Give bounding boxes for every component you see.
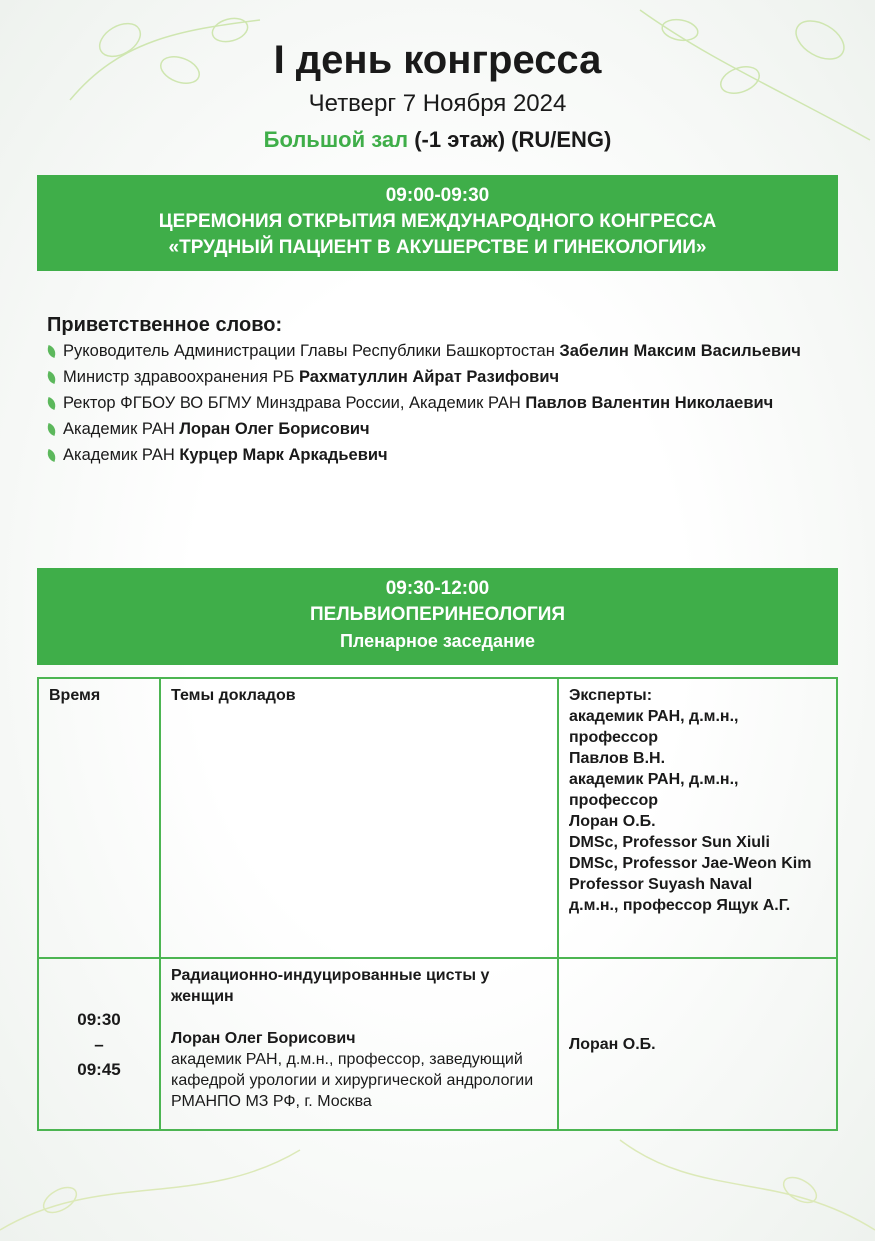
list-item <box>47 442 827 468</box>
speaker-role: Руководитель Администрации Главы Республики Башкортостан <box>63 342 555 360</box>
experts-label: Эксперты: <box>569 687 653 704</box>
session-title: ПЕЛЬВИОПЕРИНЕОЛОГИЯ <box>309 604 566 625</box>
speaker-role: Академик РАН <box>63 420 175 438</box>
speaker-role: Академик РАН <box>63 446 175 464</box>
hall-details: (-1 этаж) (RU/ENG) <box>414 127 612 152</box>
session-title-line1: ЦЕРЕМОНИЯ ОТКРЫТИЯ МЕЖДУНАРОДНОГО КОНГРЕССА <box>158 211 717 232</box>
hall-location <box>0 127 875 153</box>
speaker-name: Рахматуллин Айрат Разифович <box>298 368 560 386</box>
welcome-section <box>47 312 827 468</box>
topic-cell <box>160 958 558 1130</box>
plenary-session-banner <box>37 568 838 665</box>
row-expert: Лоран О.Б. <box>558 958 837 1130</box>
session-time: 09:30-12:00 <box>385 578 490 599</box>
experts-cell <box>558 678 837 958</box>
session-time: 09:00-09:30 <box>385 185 490 206</box>
time-cell <box>38 958 160 1130</box>
expert: Павлов В.Н. <box>569 750 666 767</box>
speaker-info: академик РАН, д.м.н., профессор, заведующий кафедрой урологии и хирургической андрологии РМАНПО МЗ РФ, г. Москва <box>171 1051 534 1110</box>
leaf-bullet-icon <box>46 397 58 410</box>
list-item <box>47 364 827 390</box>
session-subtitle: Пленарное заседание <box>339 631 536 651</box>
page-title: I день конгресса <box>273 38 602 82</box>
list-item <box>47 416 827 442</box>
header-time: Время <box>38 678 160 958</box>
leaf-bullet-icon <box>46 423 58 436</box>
speaker-role: Ректор ФГБОУ ВО БГМУ Минздрава России, Академик РАН <box>63 394 521 412</box>
session-title-line2: «ТРУДНЫЙ ПАЦИЕНТ В АКУШЕРСТВЕ И ГИНЕКОЛОГИИ» <box>168 237 707 258</box>
list-item <box>47 390 827 416</box>
time-separator: – <box>94 1034 104 1054</box>
leaf-bullet-icon <box>46 449 58 462</box>
leaf-bullet-icon <box>46 371 58 384</box>
speaker-name: Лоран Олег Борисович <box>179 420 370 438</box>
expert: д.м.н., профессор Ящук А.Г. <box>569 897 791 914</box>
time-start: 09:30 <box>77 1009 121 1029</box>
time-end: 09:45 <box>77 1059 121 1079</box>
expert: академик РАН, д.м.н., профессор <box>569 708 739 746</box>
talk-topic: Радиационно-индуцированные цисты у женщин <box>171 967 490 1005</box>
table-row <box>38 958 837 1130</box>
expert: Лоран О.Б. <box>569 813 656 830</box>
speaker-name: Павлов Валентин Николаевич <box>525 394 774 412</box>
speaker-role: Министр здравоохранения РБ <box>63 368 295 386</box>
leaf-bullet-icon <box>46 345 58 358</box>
expert: академик РАН, д.м.н., профессор <box>569 771 739 809</box>
list-item <box>47 338 827 364</box>
opening-ceremony-banner <box>37 175 838 271</box>
expert: DMSc, Professor Sun Xiuli <box>569 834 770 851</box>
header-topics: Темы докладов <box>160 678 558 958</box>
speaker-name: Лоран Олег Борисович <box>171 1030 356 1047</box>
speaker-name: Забелин Максим Васильевич <box>559 342 801 360</box>
speaker-name: Курцер Марк Аркадьевич <box>179 446 388 464</box>
welcome-heading: Приветственное слово: <box>47 314 283 336</box>
table-header-row <box>38 678 837 958</box>
expert: DMSc, Professor Jae-Weon Kim <box>569 855 812 872</box>
hall-name: Большой зал <box>263 127 409 152</box>
schedule-table <box>37 677 838 1131</box>
expert: Professor Suyash Naval <box>569 876 753 893</box>
event-date: Четверг 7 Ноября 2024 <box>308 90 567 117</box>
